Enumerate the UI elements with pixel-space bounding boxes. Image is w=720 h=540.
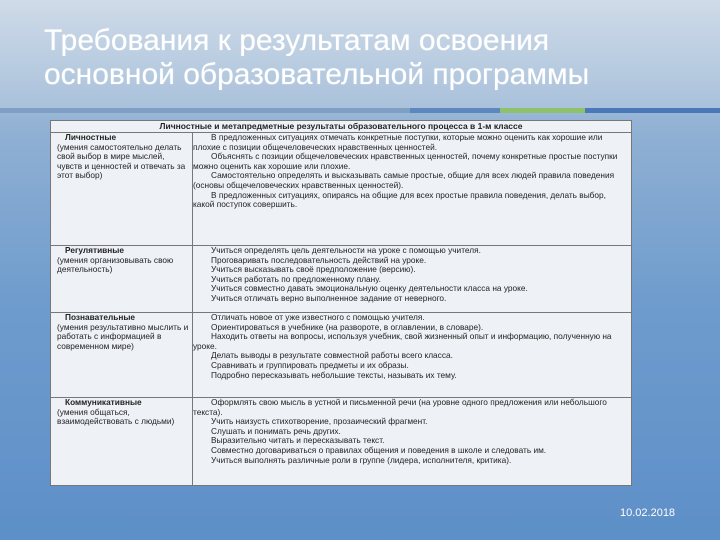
items-communicative [193,398,629,465]
list-item: В предложенных ситуациях, опираясь на общие для всех простые правила поведения, делать выбор, какой поступок совершить. [193,189,606,210]
category-regulatory [57,246,189,275]
category-name: Познавательные [65,312,136,322]
items-cognitive [193,313,629,380]
category-name: Личностные [65,132,117,142]
list-item: Оформлять свою мысль в устной и письменной речи (на уровне одного предложения или небольшого текста). [193,397,607,417]
category-description: (умения результативно мыслить и работать с информацией в современном мире) [57,321,189,351]
title-area [0,0,720,110]
results-table [50,120,632,486]
table-header: Личностные и метапредметные результаты образовательного процесса в 1-м классе [159,121,523,131]
list-item: Делать выводы в результате совместной работы всего класса. [211,350,453,361]
list-item: Проговаривать последовательность действий на уроке. [211,254,427,265]
items-regulatory [193,246,629,304]
category-description: (умения общаться, взаимодействовать с людьми) [57,406,175,427]
category-description: (умения организовывать свою деятельность) [57,254,174,275]
list-item: Находить ответы на вопросы, используя учебник, свой жизненный опыт и информацию, полученную на уроке. [193,331,612,351]
list-item: Выразительно читать и пересказывать текст. [211,435,385,446]
list-item: Учиться работать по предложенному плану. [211,273,381,284]
list-item: Ориентироваться в учебнике (на развороте, в оглавлении, в словаре). [211,321,484,332]
category-name: Коммуникативные [65,397,142,407]
list-item: Учиться отличать верно выполненное задание от неверного. [211,292,447,303]
list-item: Учиться определять цель деятельности на уроке с помощью учителя. [211,245,481,255]
list-item: Сравнивать и группировать предметы и их образы. [211,359,409,370]
list-item: Совместно договариваться о правилах общения и поведения в школе и следовать им. [211,444,547,455]
category-name: Регулятивные [65,245,124,255]
category-personal [57,133,189,181]
list-item: Отличать новое от уже известного с помощью учителя. [211,312,425,322]
category-column [51,132,193,486]
category-cognitive [57,313,189,351]
slide-date: 10.02.2018 [620,507,676,519]
list-item: Учиться совместно давать эмоциональную оценку деятельности класса на уроке. [211,283,528,294]
category-description: (умения самостоятельно делать свой выбор в мире мыслей, чувств и ценностей и отвечать за этот выбор) [57,141,186,181]
decorative-stripe [0,108,720,113]
slide-title: Требования к результатам освоения основной образовательной программы [44,24,590,91]
list-item: Слушать и понимать речь других. [211,425,341,436]
list-item: Объяснять с позиции общечеловеческих нравственных ценностей, почему конкретные простые поступки можно оценить как хорошие или плохие. [193,151,618,171]
items-personal [193,133,629,210]
category-communicative [57,398,189,427]
list-item: В предложенных ситуациях отмечать конкретные поступки, которые можно оценить как хорошие или плохие с позиции общечеловеческих нравственных ценностей. [193,132,603,152]
list-item: Учить наизусть стихотворение, прозаический фрагмент. [211,416,428,427]
list-item: Самостоятельно определять и высказывать самые простые, общие для всех людей правила поведения (основы общечеловеческих нравственных ценностей). [193,170,615,190]
list-item: Учиться выполнять различные роли в группе (лидера, исполнителя, критика). [211,454,512,465]
list-item: Учиться высказывать своё предположение (версию). [211,264,416,275]
list-item: Подробно пересказывать небольшие тексты, называть их тему. [211,369,457,380]
